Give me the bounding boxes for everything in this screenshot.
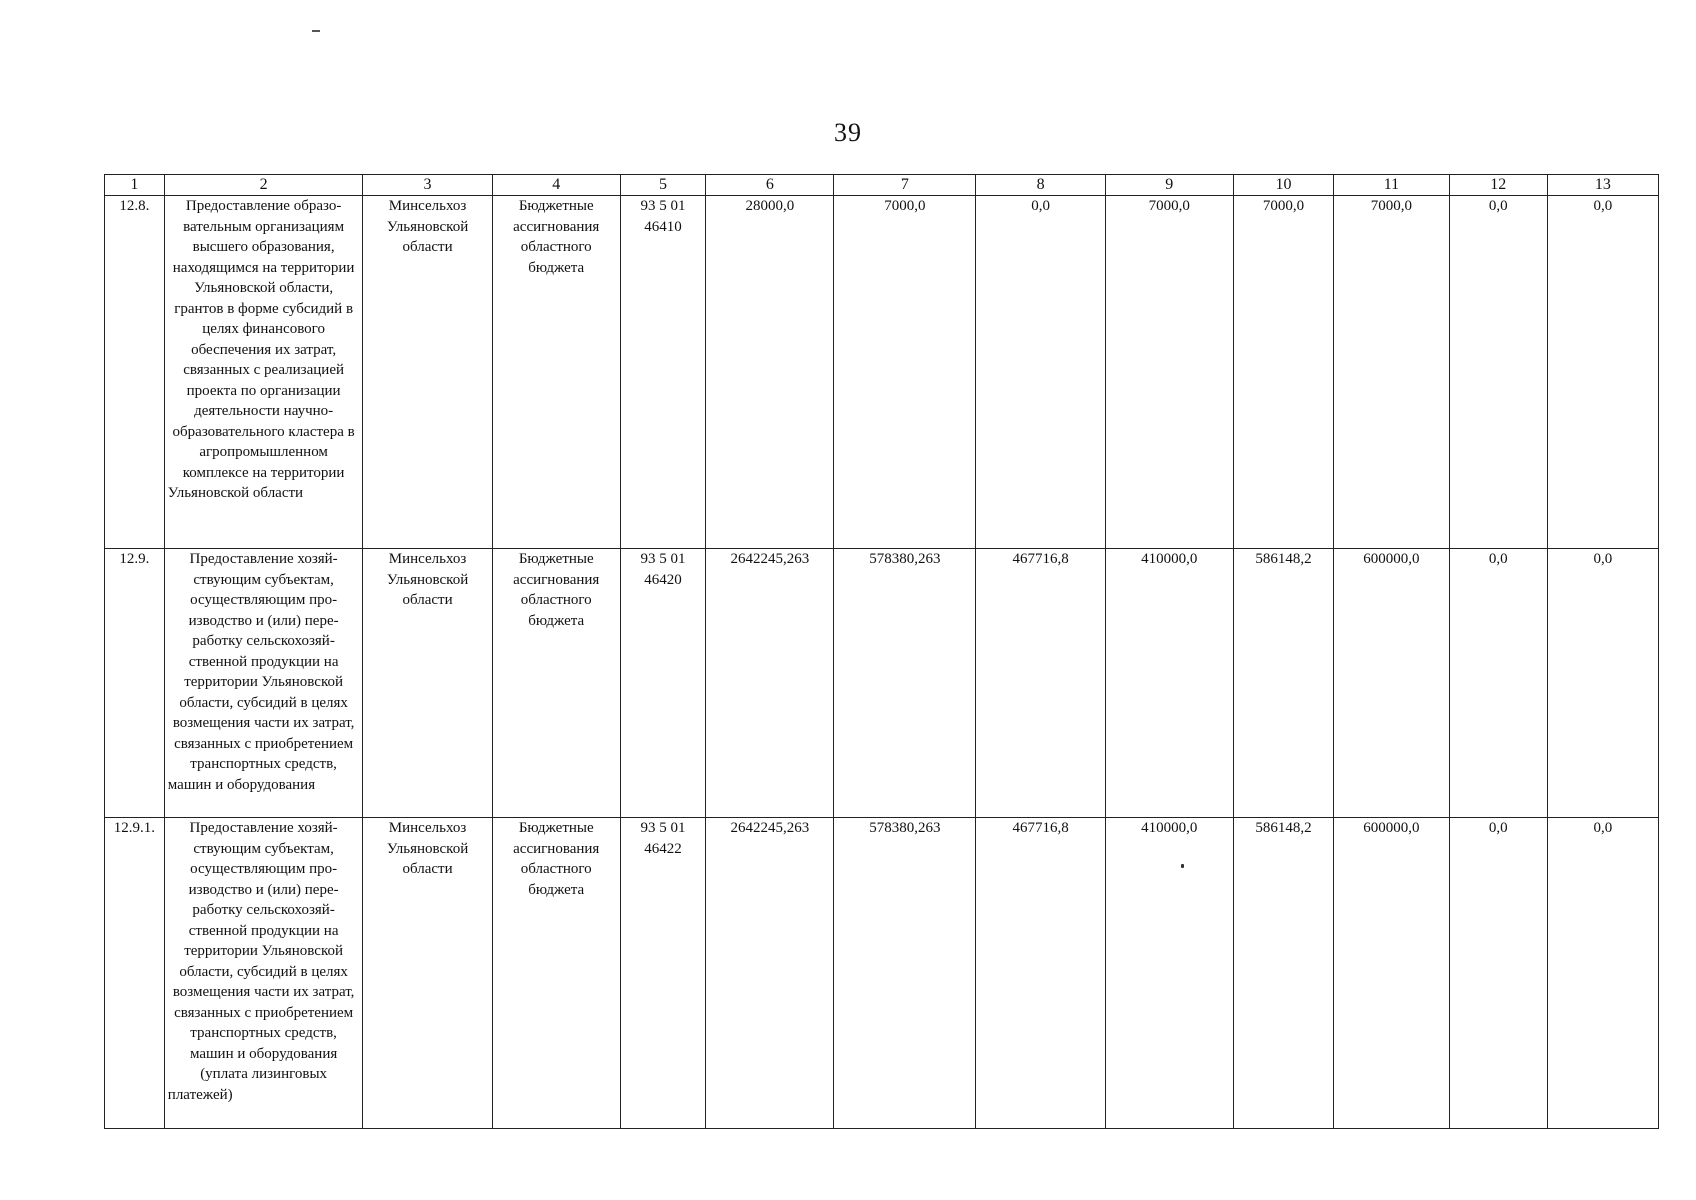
column-number: 12: [1449, 175, 1547, 196]
row-executor: Минсельхоз Ульяновской области: [363, 818, 492, 1129]
row-value-col12: 0,0: [1449, 818, 1547, 1129]
row-value-col13: 0,0: [1547, 549, 1658, 818]
row-value-col12: 0,0: [1449, 196, 1547, 549]
budget-code-line1: 93 5 01: [640, 198, 686, 214]
row-number: 12.9.1.: [105, 818, 165, 1129]
budget-code-line2: 46410: [644, 218, 682, 235]
budget-code-line1: 93 5 01: [640, 551, 686, 567]
row-value-col11: 600000,0: [1334, 549, 1449, 818]
table-row: [105, 818, 1659, 1129]
scan-artifact: [312, 30, 320, 32]
row-value-col8: 0,0: [976, 196, 1105, 549]
budget-code-line1: 93 5 01: [640, 820, 686, 836]
row-description: Предоставление хозяйствующим субъектам, осуществляющим производство и (или) переработку сельскохозяйственной продукции на территории Ульяновской области, субсидий в целях возмещения части их затрат, связанных с приобретением транспортных средств, машин и оборудования (уплата лизинговых платежей): [164, 818, 363, 1129]
table-row: [105, 549, 1659, 818]
column-number: 3: [363, 175, 492, 196]
budget-code-line2: 46422: [644, 840, 682, 857]
row-total: 2642245,263: [706, 818, 834, 1129]
row-funding-source: Бюджетные ассигнования областного бюджета: [492, 196, 620, 549]
row-value-col7: 7000,0: [834, 196, 976, 549]
budget-code-line2: 46420: [644, 571, 682, 588]
row-value-col7: 578380,263: [834, 818, 976, 1129]
row-total: 2642245,263: [706, 549, 834, 818]
column-number: 8: [976, 175, 1105, 196]
row-value-col12: 0,0: [1449, 549, 1547, 818]
budget-table: [104, 174, 1659, 1129]
column-number: 9: [1105, 175, 1233, 196]
row-value-col13: 0,0: [1547, 196, 1658, 549]
row-budget-code: [620, 196, 705, 549]
row-value-col10: 586148,2: [1233, 818, 1333, 1129]
column-number-row: [105, 175, 1659, 196]
row-value-col9: 7000,0: [1105, 196, 1233, 549]
scan-artifact: [1181, 864, 1184, 868]
row-value-col8: 467716,8: [976, 549, 1105, 818]
row-value-col9: 410000,0: [1105, 549, 1233, 818]
row-funding-source: Бюджетные ассигнования областного бюджета: [492, 549, 620, 818]
column-number: 10: [1233, 175, 1333, 196]
row-executor: Минсельхоз Ульяновской области: [363, 549, 492, 818]
row-total: 28000,0: [706, 196, 834, 549]
column-number: 1: [105, 175, 165, 196]
column-number: 11: [1334, 175, 1449, 196]
column-number: 6: [706, 175, 834, 196]
row-budget-code: [620, 818, 705, 1129]
row-value-col10: 586148,2: [1233, 549, 1333, 818]
table-row: [105, 196, 1659, 549]
column-number: 2: [164, 175, 363, 196]
row-description: Предоставление хозяйствующим субъектам, осуществляющим производство и (или) переработку сельскохозяйственной продукции на территории Ульяновской области, субсидий в целях возмещения части их затрат, связанных с приобретением транспортных средств, машин и оборудования: [164, 549, 363, 818]
row-budget-code: [620, 549, 705, 818]
row-value-col11: 600000,0: [1334, 818, 1449, 1129]
row-number: 12.9.: [105, 549, 165, 818]
column-number: 7: [834, 175, 976, 196]
row-value-col10: 7000,0: [1233, 196, 1333, 549]
row-value-col9: 410000,0: [1105, 818, 1233, 1129]
row-value-col7: 578380,263: [834, 549, 976, 818]
row-executor: Минсельхоз Ульяновской области: [363, 196, 492, 549]
column-number: 13: [1547, 175, 1658, 196]
row-funding-source: Бюджетные ассигнования областного бюджета: [492, 818, 620, 1129]
row-value-col8: 467716,8: [976, 818, 1105, 1129]
row-value-col13: 0,0: [1547, 818, 1658, 1129]
row-number: 12.8.: [105, 196, 165, 549]
row-value-col11: 7000,0: [1334, 196, 1449, 549]
column-number: 4: [492, 175, 620, 196]
row-description: Предоставление образовательным организациям высшего образования, находящимся на территории Ульяновской области, грантов в форме субсидий в целях финансового обеспечения их затрат, связанных с реализацией проекта по организации деятельности научно-образовательного кластера в агропромышленном комплексе на территории Ульяновской области: [164, 196, 363, 549]
page-number: 39: [834, 118, 862, 147]
column-number: 5: [620, 175, 705, 196]
